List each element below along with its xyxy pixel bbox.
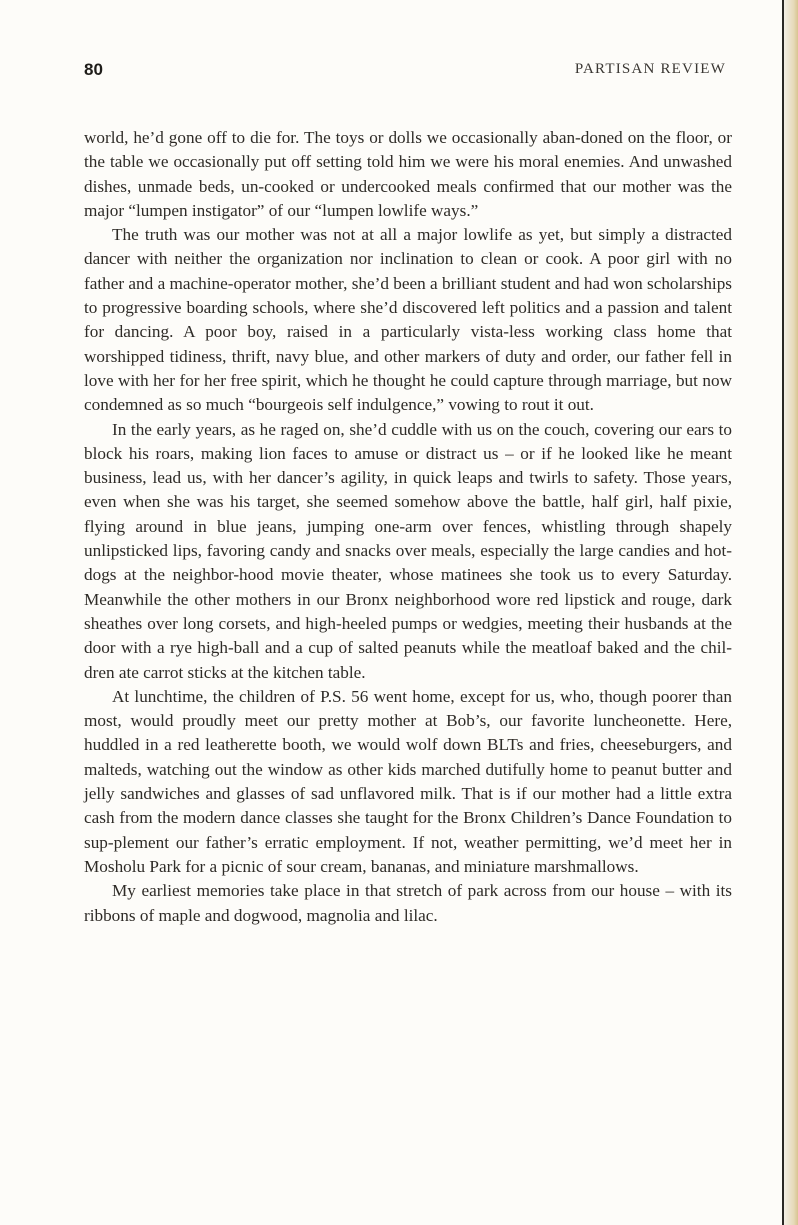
paragraph-3: In the early years, as he raged on, she’d cuddle with us on the couch, covering our ears to block his roars, making lion faces to amuse or distract us – or if he looked like he meant business, lead us, with her dancer’s agility, in quick leaps and twirls to safety. Those years, even when she was his target, she seemed somehow above the battle, half girl, half pixie, flying around in blue jeans, jumping one-arm over fences, whistling through shapely unlipsticked lips, favoring candy and snacks over meals, especially the large candies and hot-dogs at the neighbor-hood movie theater, whose matinees she took us to every Saturday. Meanwhile the other mothers in our Bronx neighborhood wore red lipstick and rouge, dark sheathes over long corsets, and high-heeled pumps or wedgies, meeting their husbands at the door with a rye high-ball and a cup of salted peanuts while the meatloaf baked and the chil-dren ate carrot sticks at the kitchen table. — [84, 419, 732, 682]
body-text — [84, 126, 732, 928]
page-header — [84, 60, 726, 84]
page-edge-line — [782, 0, 784, 1225]
paragraph-1: world, he’d gone off to die for. The toys or dolls we occasionally aban-doned on the floor, or the table we occasionally put off setting told him we were his moral enemies. And unwashed dishes, unmade beds, un-cooked or undercooked meals confirmed that our mother was the major “lumpen instigator” of our “lumpen lowlife ways.” — [84, 128, 732, 220]
page-number: 80 — [84, 60, 103, 79]
paragraph-4: At lunchtime, the children of P.S. 56 went home, except for us, who, though poorer than most, would proudly meet our pretty mother at Bob’s, our favorite luncheonette. Here, huddled in a red leatherette booth, we would wolf down BLTs and fries, cheeseburgers, and malteds, watching out the window as other kids marched dutifully home to peanut butter and jelly sandwiches and glasses of sad unflavored milk. That is if our mother had a little extra cash from the modern dance classes she taught for the Bronx Children’s Dance Foundation to sup-plement our father’s erratic employment. If not, weather permitting, we’d meet her in Mosholu Park for a picnic of sour cream, bananas, and miniature marshmallows. — [84, 686, 732, 876]
paragraph-2: The truth was our mother was not at all a major lowlife as yet, but simply a distracted dancer with neither the organization nor inclination to clean or cook. A poor girl with no father and a machine-operator mother, she’d been a brilliant student and had won scholarships to progressive boarding schools, where she’d discovered left politics and a passion and talent for dancing. A poor boy, raised in a particularly vista-less working class home that worshipped tidiness, thrift, navy blue, and other markers of duty and order, our father fell in love with her for her free spirit, which he thought he could capture through marriage, but now condemned as so much “bourgeois self indulgence,” vowing to rout it out. — [84, 225, 732, 415]
running-head: PARTISAN REVIEW — [574, 61, 726, 77]
page-edge-shadow — [784, 0, 798, 1225]
paragraph-5: My earliest memories take place in that stretch of park across from our house – with its ribbons of maple and dogwood, magnolia and lilac. — [84, 881, 732, 925]
